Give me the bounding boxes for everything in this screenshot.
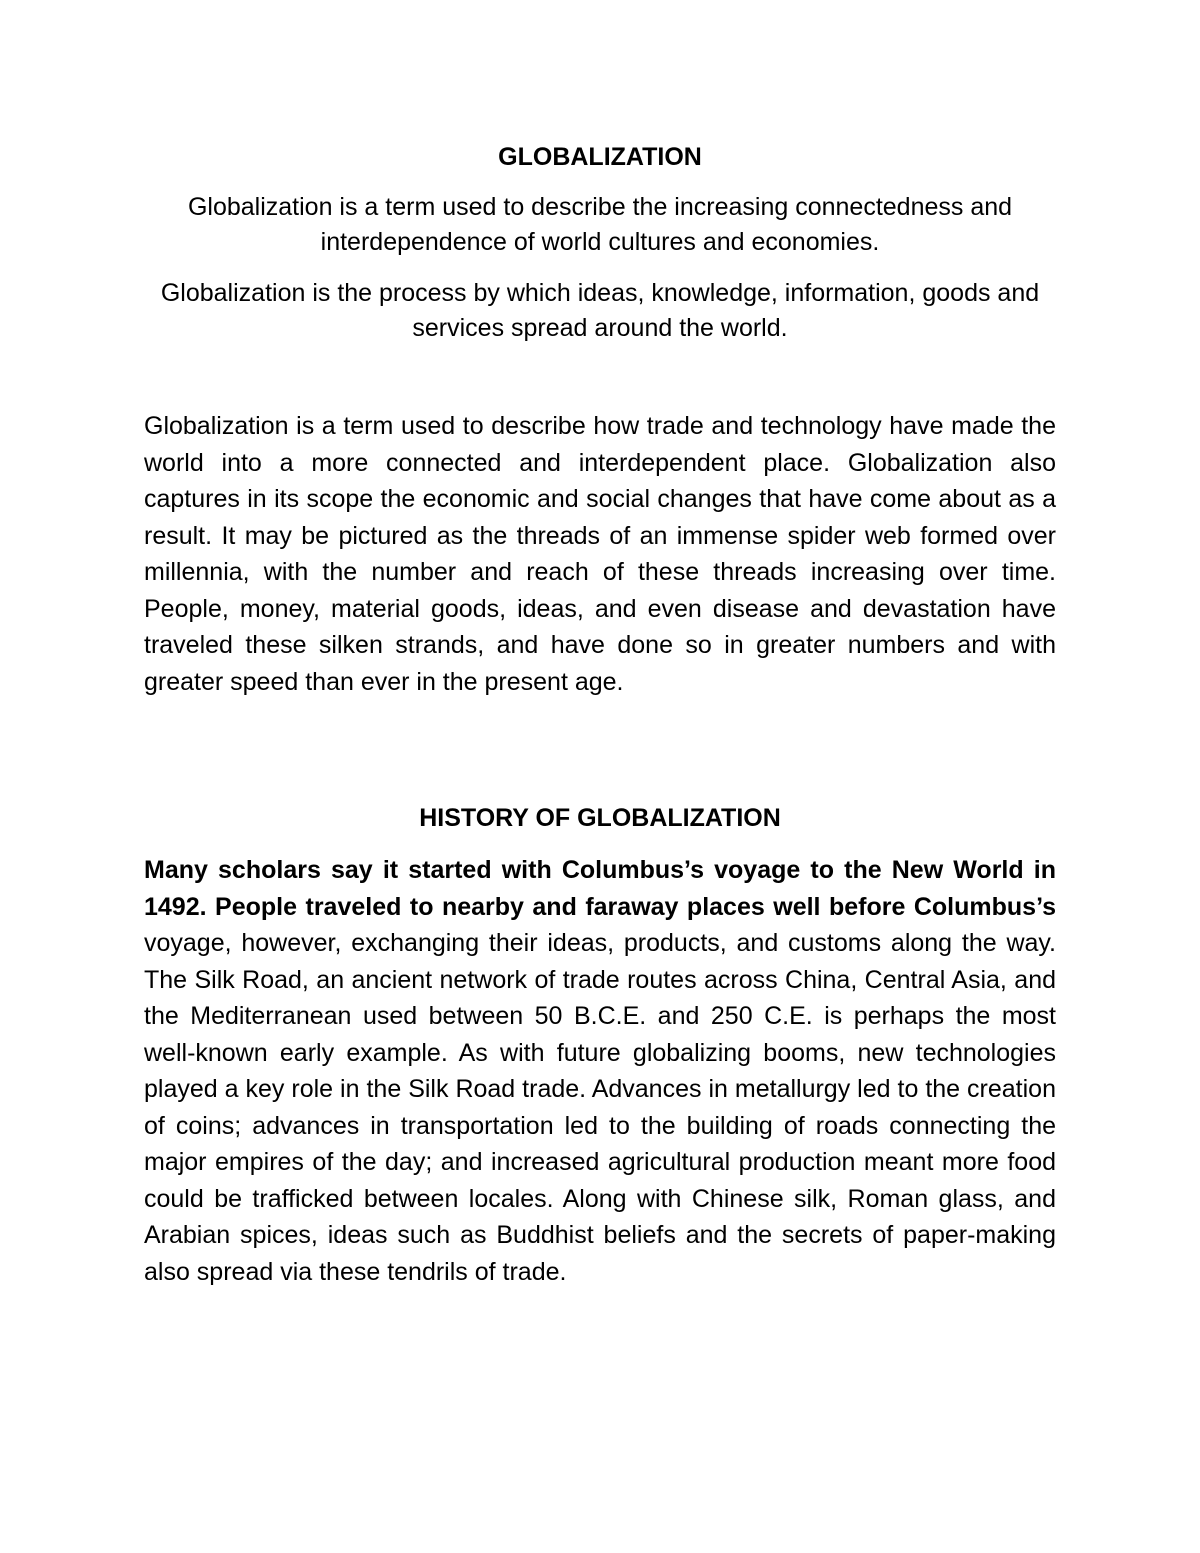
history-paragraph (144, 852, 1056, 1290)
definition-paragraph-2: Globalization is the process by which ideas, knowledge, information, goods and services spread around the world. (160, 279, 1040, 342)
overview-paragraph: Globalization is a term used to describe how trade and technology have made the world into a more connected and interdependent place. Globalization also captures in its scope the economic and social changes that have come about as a result. It may be pictured as the threads of an immense spider web formed over millennia, with the number and reach of these threads increasing over time. People, money, material goods, ideas, and even disease and devastation have traveled these silken strands, and have done so in greater numbers and with greater speed than ever in the present age. (144, 412, 1056, 696)
definition-paragraph-1: Globalization is a term used to describe the increasing connectedness and interdependence of world cultures and economies. (187, 193, 1013, 256)
history-body-text: voyage, however, exchanging their ideas, products, and customs along the way. The Silk Road, an ancient network of trade routes across China, Central Asia, and the Mediterranean used between 50 B.C.E. and 250 C.E. is perhaps the most well-known early example. As with future globalizing booms, new technologies played a key role in the Silk Road trade. Advances in metallurgy led to the creation of coins; advances in transportation led to the building of roads connecting the major empires of the day; and increased agricultural production meant more food could be trafficked between locales. Along with Chinese silk, Roman glass, and Arabian spices, ideas such as Buddhist beliefs and the secrets of paper-making also spread via these tendrils of trade. (144, 929, 1056, 1286)
page-title: GLOBALIZATION (498, 143, 702, 171)
history-heading: HISTORY OF GLOBALIZATION (419, 804, 781, 832)
history-bold-intro: Many scholars say it started with Columbus’s voyage to the New World in 1492. People traveled to nearby and faraway places well before Columbus’s (144, 856, 1056, 921)
